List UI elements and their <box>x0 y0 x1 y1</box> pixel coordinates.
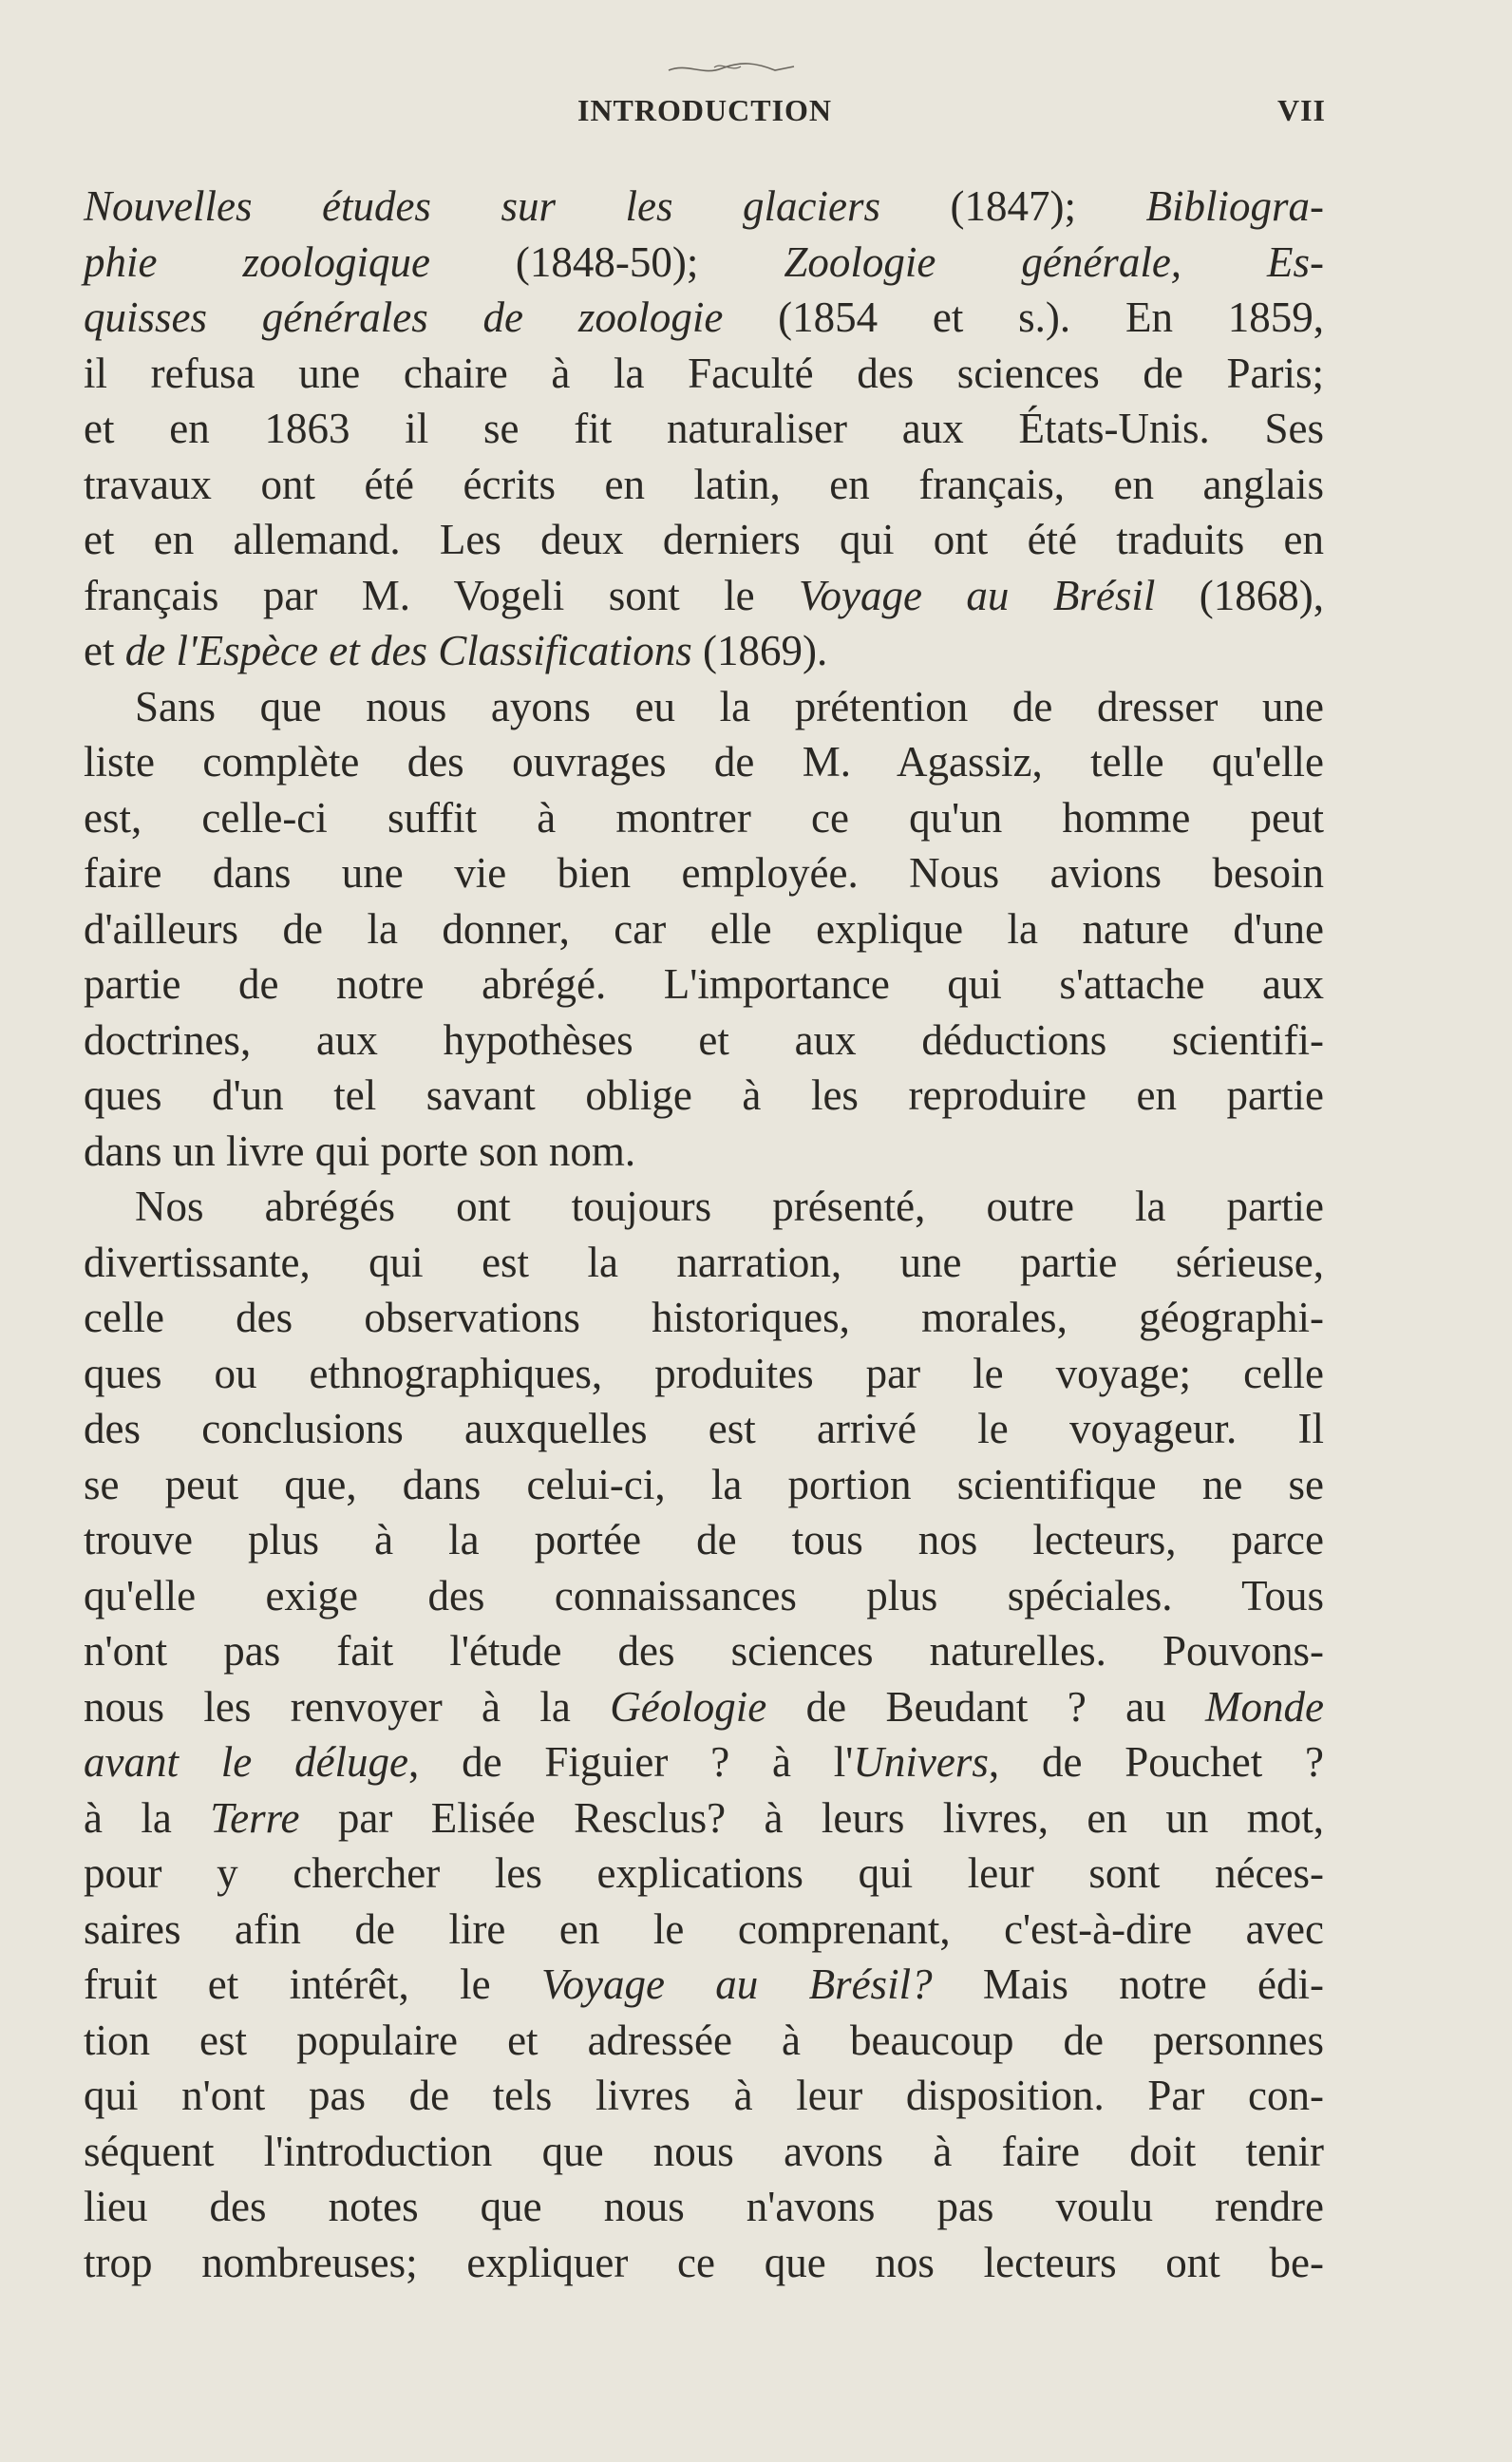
text-run: doctrines, aux hypothèses et aux déductions scientifi- <box>84 1015 1324 1064</box>
text-line <box>84 2013 1324 2069</box>
text-run: séquent l'introduction que nous avons à faire doit tenir <box>84 2127 1324 2175</box>
text-run: n'ont pas fait l'étude des sciences naturelles. Pouvons- <box>84 1627 1324 1675</box>
text-run: se peut que, dans celui-ci, la portion scientifique ne se <box>84 1460 1324 1508</box>
text-run: divertissante, qui est la narration, une partie sérieuse, <box>84 1238 1324 1286</box>
text-run: il refusa une chaire à la Faculté des sciences de Paris; <box>84 349 1324 397</box>
text-line <box>84 1512 1324 1568</box>
text-line <box>84 679 1324 735</box>
text-run: trouve plus à la portée de tous nos lecteurs, parce <box>84 1516 1324 1563</box>
text-run: (1868), <box>1155 571 1324 619</box>
italic-text-run: Nouvelles études sur les glaciers <box>84 182 880 230</box>
text-run: d'ailleurs de la donner, car elle explique la nature d'une <box>84 904 1324 953</box>
text-run: , de Pouchet ? <box>988 1738 1324 1786</box>
text-run: à la <box>84 1793 211 1842</box>
text-line <box>84 1902 1324 1958</box>
text-run: , de Figuier ? à l' <box>408 1738 854 1786</box>
text-run: pour y chercher les explications qui leur sont néces- <box>84 1849 1324 1897</box>
text-run: dans un livre qui porte son nom. <box>84 1127 636 1175</box>
text-line <box>84 290 1324 346</box>
italic-text-run: Zoologie générale, Es- <box>784 237 1324 286</box>
text-run: qui n'ont pas de tels livres à leur disposition. Par con- <box>84 2072 1324 2119</box>
text-line <box>84 901 1324 957</box>
text-line <box>84 2068 1324 2124</box>
text-run: des conclusions auxquelles est arrivé le voyageur. Il <box>84 1405 1324 1452</box>
text-line <box>84 1734 1324 1790</box>
text-line <box>84 956 1324 1013</box>
running-header <box>84 93 1326 135</box>
text-run: tion est populaire et adressée à beaucoup de personnes <box>84 2016 1324 2064</box>
header-ornament <box>665 59 798 78</box>
text-run: qu'elle exige des connaissances plus spéciales. Tous <box>84 1571 1324 1619</box>
text-run: français par M. Vogeli sont le <box>84 571 800 619</box>
text-line <box>84 1957 1324 2013</box>
text-line <box>84 1846 1324 1902</box>
text-line <box>84 1568 1324 1624</box>
italic-text-run: Monde <box>1205 1682 1324 1731</box>
text-run: Mais notre édi- <box>932 1960 1325 2008</box>
text-line <box>84 1679 1324 1735</box>
text-line <box>84 1013 1324 1069</box>
text-line <box>84 1790 1324 1846</box>
text-run: lieu des notes que nous n'avons pas voulu rendre <box>84 2183 1324 2230</box>
text-line <box>84 346 1324 402</box>
text-line <box>84 1068 1324 1124</box>
text-line <box>84 512 1324 568</box>
text-line <box>84 790 1324 846</box>
text-run: faire dans une vie bien employée. Nous avions besoin <box>84 849 1324 897</box>
text-run: Sans que nous ayons eu la prétention de dresser une <box>135 682 1324 730</box>
text-run: trop nombreuses; expliquer ce que nos lecteurs ont be- <box>84 2238 1324 2286</box>
text-line <box>84 2235 1324 2291</box>
text-line <box>84 1124 1324 1180</box>
text-run: (1869). <box>691 627 828 674</box>
text-line <box>84 623 1324 679</box>
text-body <box>84 179 1324 2290</box>
text-run: et en 1863 il se fit naturaliser aux États-Unis. Ses <box>84 405 1324 452</box>
text-run: nous les renvoyer à la <box>84 1682 611 1731</box>
text-line <box>84 235 1324 291</box>
text-line <box>84 845 1324 901</box>
text-run: (1854 et s.). En 1859, <box>723 294 1324 341</box>
text-run: liste complète des ouvrages de M. Agassiz, telle qu'elle <box>84 738 1324 786</box>
text-run: et en allemand. Les deux derniers qui ont été traduits en <box>84 516 1324 563</box>
text-line <box>84 1623 1324 1679</box>
running-title: INTRODUCTION <box>576 93 833 127</box>
text-run: fruit et intérêt, le <box>84 1960 541 2008</box>
text-line <box>84 1290 1324 1346</box>
italic-text-run: Voyage au Brésil? <box>540 1960 933 2008</box>
text-run: Nos abrégés ont toujours présenté, outre la partie <box>135 1183 1324 1230</box>
text-line <box>84 2124 1324 2180</box>
italic-text-run: de l'Espèce et des Classifications <box>124 627 692 674</box>
italic-text-run: avant le déluge <box>84 1738 409 1786</box>
text-line <box>84 1457 1324 1513</box>
text-run: (1847); <box>879 182 1146 230</box>
text-line <box>84 568 1324 624</box>
text-run: partie de notre abrégé. L'importance qui s'attache aux <box>84 960 1324 1008</box>
text-run: travaux ont été écrits en latin, en français, en anglais <box>84 460 1324 508</box>
text-line <box>84 1179 1324 1235</box>
italic-text-run: Géologie <box>610 1682 767 1731</box>
text-run: ques ou ethnographiques, produites par le voyage; celle <box>84 1349 1324 1397</box>
text-line <box>84 1346 1324 1402</box>
italic-text-run: Terre <box>210 1793 300 1842</box>
text-line <box>84 734 1324 790</box>
text-run: par Elisée Resclus? à leurs livres, en un mot, <box>299 1793 1324 1842</box>
text-run: et <box>84 627 125 674</box>
text-run: de Beudant ? au <box>766 1682 1206 1731</box>
italic-text-run: Univers <box>853 1738 989 1786</box>
text-line <box>84 1401 1324 1457</box>
text-run: ques d'un tel savant oblige à les reproduire en partie <box>84 1071 1324 1119</box>
page-number: VII <box>1276 93 1326 127</box>
italic-text-run: quisses générales de zoologie <box>84 294 724 341</box>
text-line <box>84 179 1324 235</box>
italic-text-run: Voyage au Brésil <box>799 571 1156 619</box>
text-line <box>84 2179 1324 2235</box>
text-line <box>84 401 1324 457</box>
text-run: celle des observations historiques, morales, géographi- <box>84 1294 1324 1341</box>
text-line <box>84 1235 1324 1291</box>
italic-text-run: Bibliogra- <box>1145 182 1324 230</box>
text-run: est, celle-ci suffit à montrer ce qu'un homme peut <box>84 793 1324 842</box>
text-line <box>84 457 1324 513</box>
text-run: (1848-50); <box>429 237 784 286</box>
italic-text-run: phie zoologique <box>84 237 430 286</box>
text-run: saires afin de lire en le comprenant, c'est-à-dire avec <box>84 1904 1324 1953</box>
